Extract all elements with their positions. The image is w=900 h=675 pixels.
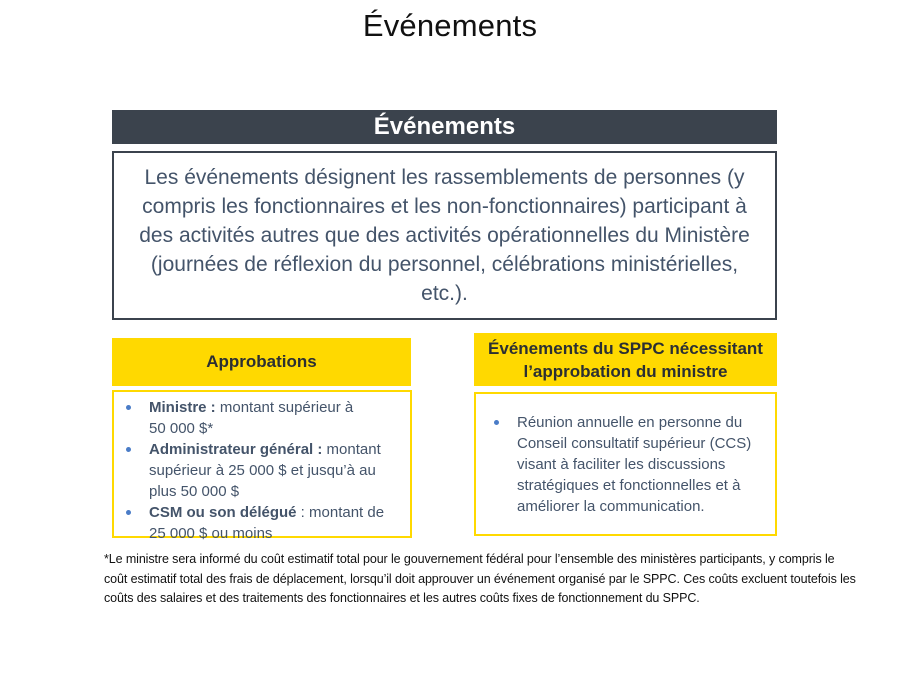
page-title: Événements bbox=[362, 8, 538, 43]
minister-events-header: Événements du SPPC nécessitant l’approbation du ministre bbox=[474, 333, 777, 386]
list-item-text bbox=[149, 439, 402, 502]
list-item bbox=[124, 502, 402, 544]
approvals-header: Approbations bbox=[112, 338, 411, 386]
minister-events-list bbox=[474, 392, 777, 536]
list-item-lead: Administrateur général : bbox=[149, 441, 323, 458]
footnote: *Le ministre sera informé du coût estimatif total pour le gouvernement fédéral pour l’ensemble des ministères participants, y compris le coût estimatif total des frais de déplacement, lorsqu’il doit approuver un événement organisé par le SPPC. Ces coûts excluent toutefois les coûts des salaires et des traitements des fonctionnaires et les autres coûts fixes de fonctionnement du SPPC. bbox=[104, 552, 856, 605]
bullet-icon bbox=[126, 405, 131, 410]
list-item bbox=[124, 439, 402, 502]
bullet-icon bbox=[126, 447, 131, 452]
events-definition-box bbox=[112, 151, 777, 320]
list-item-lead: Ministre : bbox=[149, 399, 216, 416]
events-section-header-label: Événements bbox=[373, 113, 516, 140]
list-item-text bbox=[517, 412, 763, 517]
events-section-header bbox=[112, 110, 777, 144]
events-definition-text: Les événements désignent les rassemblements de personnes (y compris les fonctionnaires et les non-fonctionnaires) participant à des activités autres que des activités opérationnelles du Ministère (journées de réflexion du personnel, célébrations ministérielles, etc.). bbox=[139, 166, 750, 305]
list-item-lead: CSM ou son délégué bbox=[149, 504, 297, 521]
list-item bbox=[124, 397, 402, 439]
list-item-rest: montant supérieur à 50 000 $* bbox=[149, 399, 354, 437]
list-item-rest: : montant de 25 000 $ ou moins bbox=[149, 504, 385, 542]
approvals-list bbox=[112, 390, 412, 542]
bullet-icon bbox=[494, 420, 499, 425]
list-item-text bbox=[149, 397, 402, 439]
list-item-rest: montant supérieur à 25 000 $ et jusqu’à au plus 50 000 $ bbox=[149, 441, 381, 500]
bullet-icon bbox=[126, 510, 131, 515]
list-item-rest: Réunion annuelle en personne du Conseil consultatif supérieur (CCS) visant à faciliter les discussions stratégiques et fonctionnelles et à améliorer la communication. bbox=[517, 414, 752, 515]
list-item bbox=[492, 412, 763, 517]
list-item-text bbox=[149, 502, 402, 544]
